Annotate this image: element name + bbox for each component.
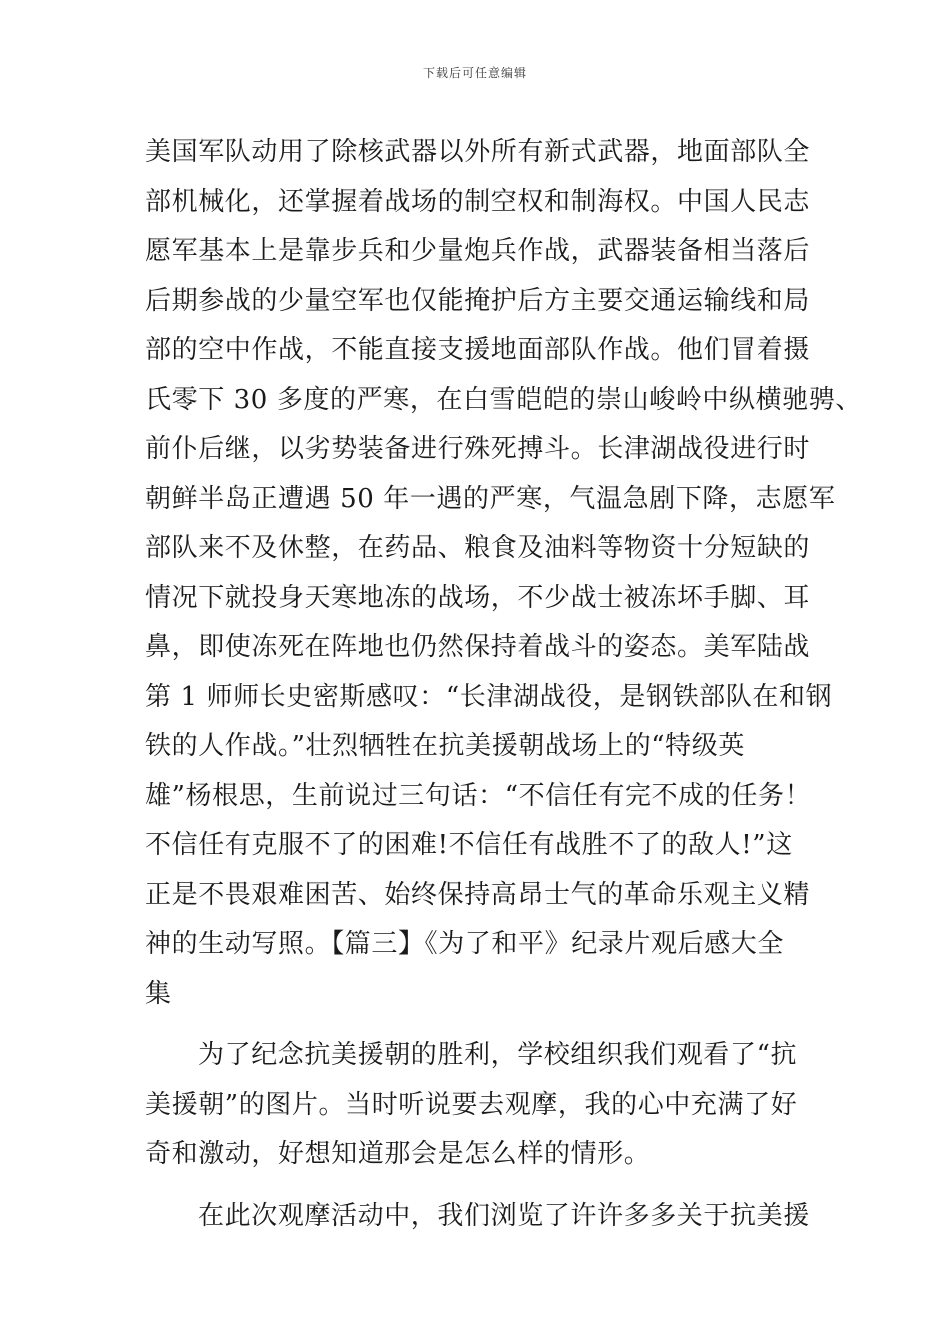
text-line: 美援朝”的图片。当时听说要去观摩，我的心中充满了好 bbox=[145, 1089, 798, 1120]
text-line: 前仆后继，以劣势装备进行殊死搏斗。长津湖战役进行时 bbox=[145, 434, 811, 464]
text-line: 第 1 师师长史密斯感叹：“长津湖战役，是钢铁部队在和钢 bbox=[145, 681, 833, 712]
text-line: 神的生动写照。【篇三】《为了和平》纪录片观后感大全 bbox=[145, 929, 785, 959]
text-line: 不信任有克服不了的困难!不信任有战胜不了的敌人!”这 bbox=[145, 830, 793, 860]
body-text bbox=[145, 128, 863, 1241]
text-line: 在此次观摩活动中，我们浏览了许许多多关于抗美援 bbox=[198, 1200, 810, 1231]
header-note: 下载后可任意编辑 bbox=[422, 66, 527, 80]
paragraph-1 bbox=[145, 128, 863, 1019]
text-line: 铁的人作战。”壮烈牺牲在抗美援朝战场上的“特级英 bbox=[145, 731, 745, 761]
text-line: 愿军基本上是靠步兵和少量炮兵作战，武器装备相当落后 bbox=[145, 236, 811, 266]
text-line: 雄”杨根思，生前说过三句话：“不信任有完不成的任务！ bbox=[145, 780, 812, 811]
text-line: 后期参战的少量空军也仅能掩护后方主要交通运输线和局 bbox=[145, 285, 811, 316]
text-line: 部机械化，还掌握着战场的制空权和制海权。中国人民志 bbox=[145, 186, 811, 217]
paragraph-gap bbox=[145, 1019, 810, 1031]
paragraph-3 bbox=[145, 1192, 810, 1242]
text-line: 部的空中作战，不能直接支援地面部队作战。他们冒着摄 bbox=[145, 335, 811, 365]
text-line: 情况下就投身天寒地冻的战场，不少战士被冻坏手脚、耳 bbox=[145, 582, 811, 613]
text-line: 美国军队动用了除核武器以外所有新式武器，地面部队全 bbox=[145, 137, 811, 167]
text-line: 奇和激动，好想知道那会是怎么样的情形。 bbox=[145, 1139, 651, 1169]
paragraph-2 bbox=[145, 1031, 810, 1180]
text-line: 为了纪念抗美援朝的胜利，学校组织我们观看了“抗 bbox=[198, 1040, 798, 1070]
text-line: 鼻，即使冻死在阵地也仍然保持着战斗的姿态。美军陆战 bbox=[145, 632, 811, 662]
text-line: 集 bbox=[145, 978, 172, 1009]
text-line: 氏零下 30 多度的严寒，在白雪皑皑的崇山峻岭中纵横驰骋、 bbox=[145, 384, 863, 415]
text-line: 正是不畏艰难困苦、始终保持高昂士气的革命乐观主义精 bbox=[145, 879, 811, 910]
text-line: 部队来不及休整，在药品、粮食及油料等物资十分短缺的 bbox=[145, 533, 811, 563]
paragraph-gap bbox=[145, 1180, 810, 1192]
text-line: 朝鲜半岛正遭遇 50 年一遇的严寒，气温急剧下降，志愿军 bbox=[145, 483, 836, 514]
